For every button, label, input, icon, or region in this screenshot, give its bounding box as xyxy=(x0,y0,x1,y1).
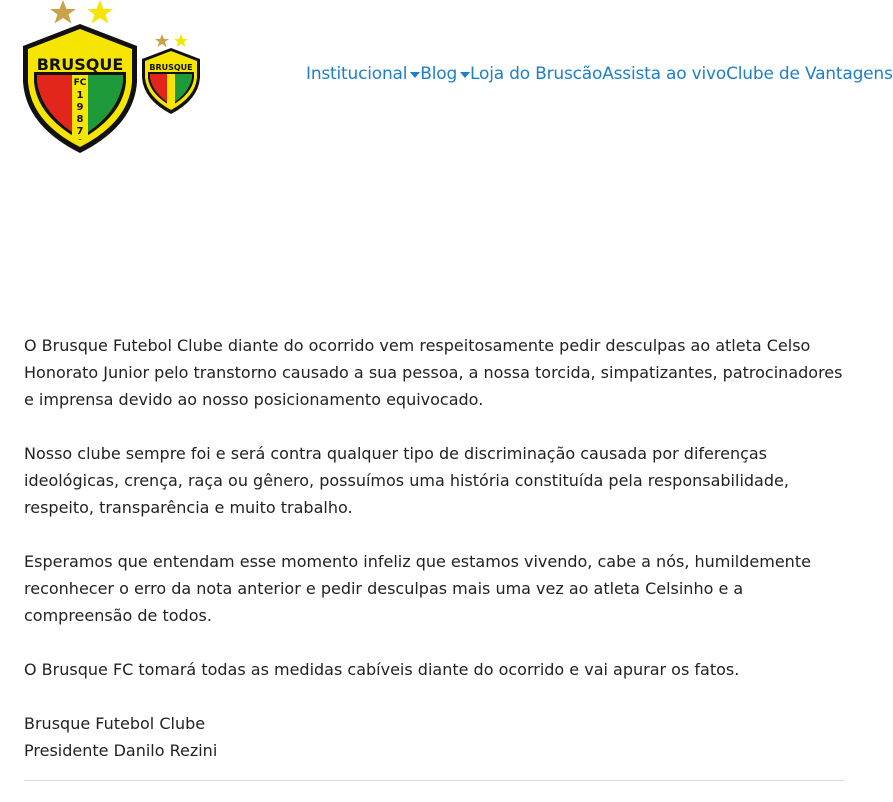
nav-item-label: Blog xyxy=(420,64,458,84)
nav-item-label: Assista ao vivo xyxy=(602,64,727,84)
crest-year-digit: 7 xyxy=(76,126,84,137)
caret-down-icon xyxy=(410,72,420,78)
article-paragraph: Esperamos que entendam esse momento infeliz que estamos vivendo, cabe a nós, humildemente reconhecer o erro da nota anterior e pedir desculpas mais uma vez ao atleta Celsinho e a compreensão de todos. xyxy=(24,552,811,625)
brusque-crest-logo[interactable] xyxy=(20,0,140,156)
yellow-star-icon xyxy=(174,34,188,47)
site-header xyxy=(0,0,893,160)
nav-item-institucional[interactable] xyxy=(306,64,420,84)
nav-item-label: Institucional xyxy=(306,64,408,84)
crest-year-digit: 8 xyxy=(76,114,84,125)
main-nav xyxy=(306,64,893,84)
nav-item-blog[interactable] xyxy=(420,64,470,84)
nav-item-loja-do-bruscao[interactable] xyxy=(470,64,602,84)
nav-item-label: Clube de Vantagens xyxy=(726,64,893,84)
article-paragraph: O Brusque Futebol Clube diante do ocorrido vem respeitosamente pedir desculpas ao atleta Celso Honorato Junior pelo transtorno causado a sua pessoa, a nossa torcida, simpatizantes, patrocinadores e imprensa devido ao nosso posicionamento equivocado. xyxy=(24,336,843,409)
crest-year-digit: 1 xyxy=(76,90,84,101)
article-paragraph: O Brusque FC tomará todas as medidas cabíveis diante do ocorrido e vai apurar os fatos. xyxy=(24,660,740,679)
article-paragraph: Nosso clube sempre foi e será contra qualquer tipo de discriminação causada por diferenças ideológicas, crença, raça ou gênero, possuímos uma história constituída pela responsabilidade, respeito, transparência e muito trabalho. xyxy=(24,444,789,517)
nav-item-label: Loja do Bruscão xyxy=(470,64,603,84)
nav-item-clube-de-vantagens[interactable] xyxy=(726,64,893,84)
crest-club-text: BRUSQUE xyxy=(36,55,124,74)
signature-club: Brusque Futebol Clube xyxy=(24,714,206,733)
nav-item-assista-ao-vivo[interactable] xyxy=(602,64,726,84)
caret-down-icon xyxy=(460,72,470,78)
yellow-star-icon xyxy=(87,0,113,24)
crest-year-digit: 9 xyxy=(76,102,84,113)
signature-president: Presidente Danilo Rezini xyxy=(24,741,218,760)
crest-club-text: BRUSQUE xyxy=(149,63,193,72)
crest-fc-text: FC xyxy=(73,78,87,88)
content-divider xyxy=(24,780,844,781)
gold-star-icon xyxy=(155,34,169,47)
brusque-crest-logo-small[interactable] xyxy=(140,34,202,116)
article-body xyxy=(24,332,844,764)
gold-star-icon xyxy=(50,0,76,24)
